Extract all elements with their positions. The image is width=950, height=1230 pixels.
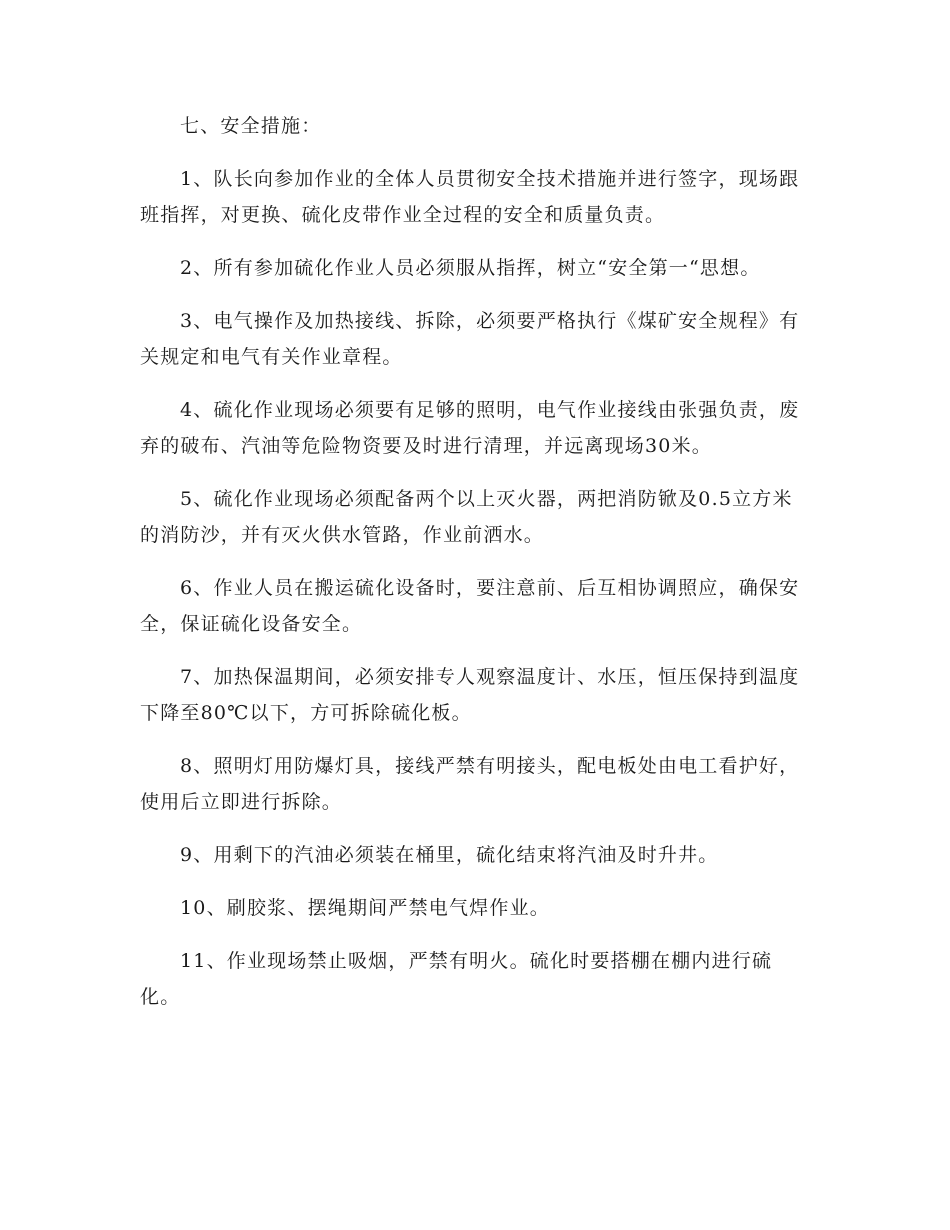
paragraph-9: 9、用剩下的汽油必须装在桶里，硫化结束将汽油及时升井。 [180, 844, 719, 866]
paragraph-4: 4、硫化作业现场必须要有足够的照明，电气作业接线由张强负责，废弃的破布、汽油等危险物资要及时进行清理，并远离现场30米。 [140, 399, 800, 457]
paragraph-10: 10、刷胶浆、摆绳期间严禁电气焊作业。 [180, 897, 550, 919]
document-body [140, 108, 810, 1032]
paragraph-5: 5、硫化作业现场必须配备两个以上灭火器，两把消防锨及0.5立方米的消防沙，并有灭火供水管路，作业前洒水。 [140, 488, 793, 546]
paragraph-1: 1、队长向参加作业的全体人员贯彻安全技术措施并进行签字，现场跟班指挥，对更换、硫化皮带作业全过程的安全和质量负责。 [140, 168, 800, 226]
paragraph-3: 3、电气操作及加热接线、拆除，必须要严格执行《煤矿安全规程》有关规定和电气有关作业章程。 [140, 310, 800, 368]
section-heading: 七、安全措施： [180, 115, 322, 137]
paragraph-2: 2、所有参加硫化作业人员必须服从指挥，树立“安全第一“思想。 [180, 257, 761, 279]
paragraph-6: 6、作业人员在搬运硫化设备时，要注意前、后互相协调照应，确保安全，保证硫化设备安全。 [140, 577, 800, 635]
paragraph-7: 7、加热保温期间，必须安排专人观察温度计、水压，恒压保持到温度下降至80℃以下，方可拆除硫化板。 [140, 666, 800, 724]
paragraph-8: 8、照明灯用防爆灯具，接线严禁有明接头，配电板处由电工看护好，使用后立即进行拆除。 [140, 755, 800, 813]
paragraph-11: 11、作业现场禁止吸烟，严禁有明火。硫化时要搭棚在棚内进行硫化。 [140, 950, 773, 1008]
